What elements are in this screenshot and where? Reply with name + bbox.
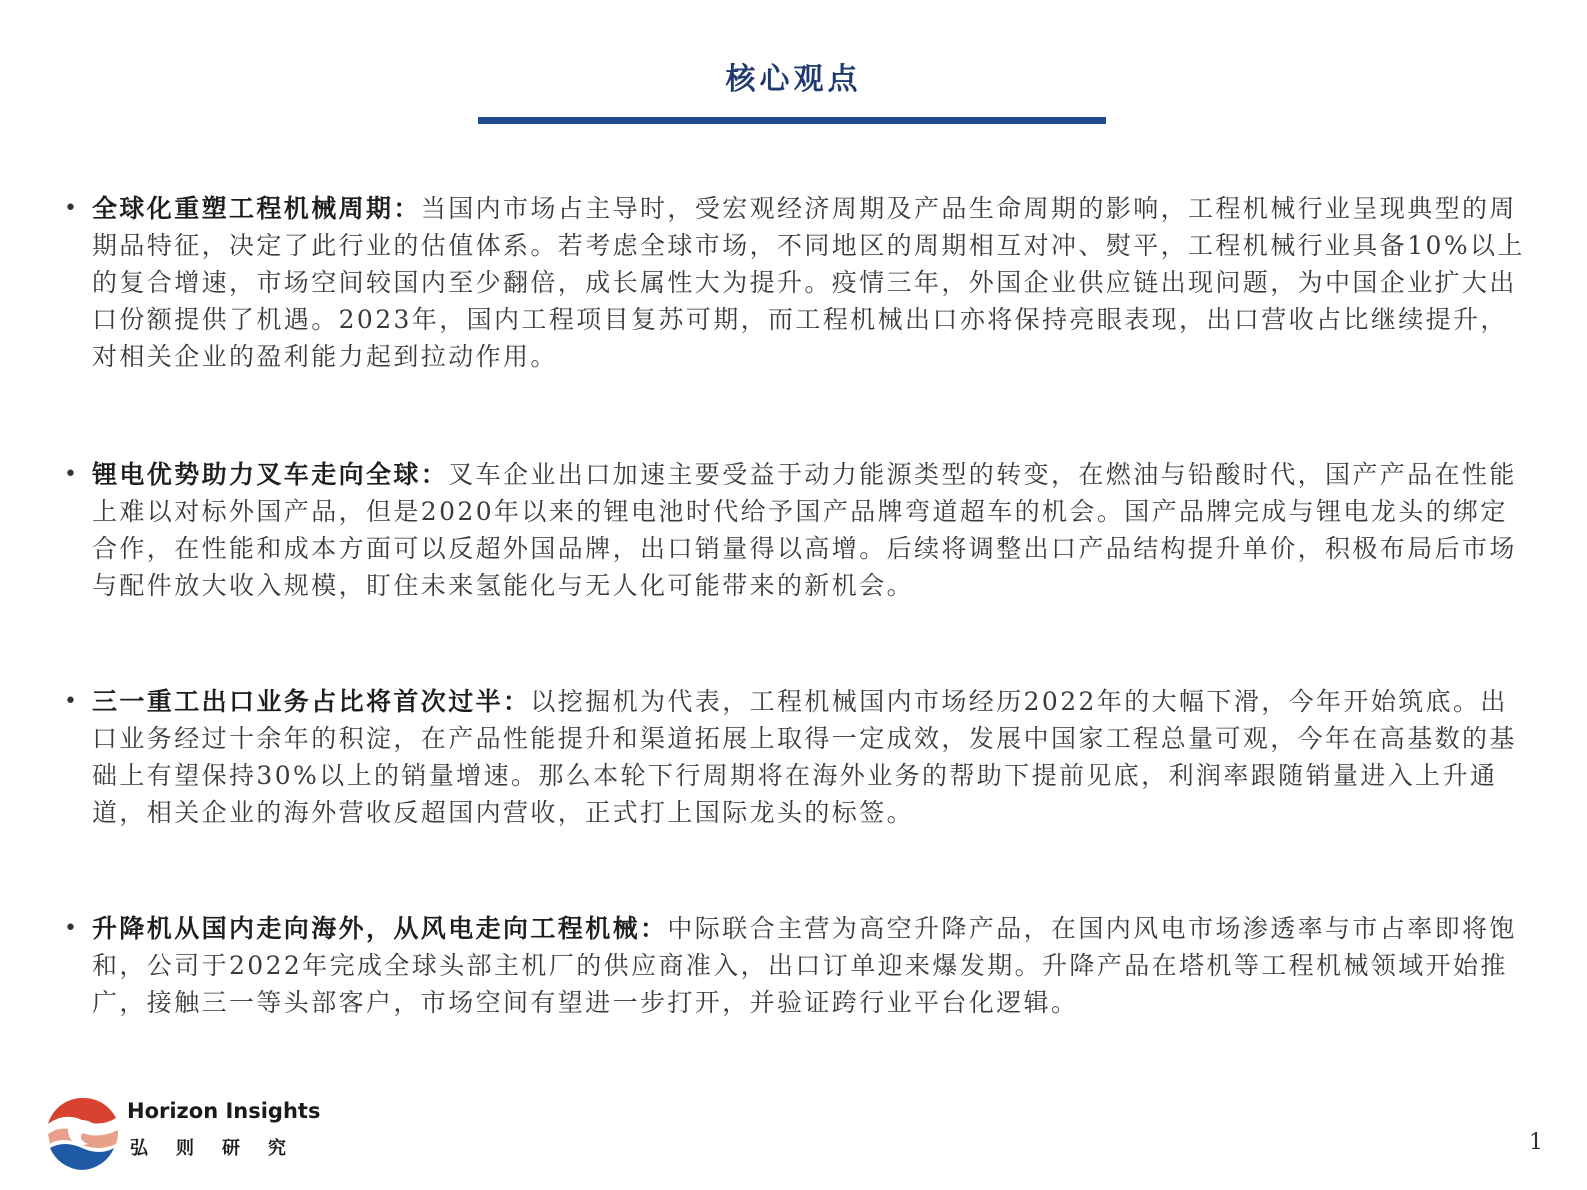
page-title: 核心观点 xyxy=(725,62,862,97)
bullet-marker: • xyxy=(64,916,80,941)
key-point-heading: 锂电优势助力叉车走向全球： xyxy=(92,460,449,489)
bullet-marker: • xyxy=(64,462,80,487)
bullet-marker: • xyxy=(64,689,80,714)
key-point-body: 当国内市场占主导时，受宏观经济周期及产品生命周期的影响，工程机械行业呈现典型的周期品特征，决定了此行业的估值体系。若考虑全球市场，不同地区的周期相互对冲、熨平，工程机械行业具备10%以上的复合增速，市场空间较国内至少翻倍，成长属性大为提升。疫情三年，外国企业供应链出现问题，为中国企业扩大出口份额提供了机遇。2023年，国内工程项目复苏可期，而工程机械出口亦将保持亮眼表现，出口营收占比继续提升，对相关企业的盈利能力起到拉动作用。 xyxy=(92,194,1525,371)
brand-name-en: Horizon Insights xyxy=(127,1099,321,1123)
key-point-4 xyxy=(62,910,1532,1021)
key-point-body: 中际联合主营为高空升降产品，在国内风电市场渗透率与市占率即将饱和，公司于2022年完成全球头部主机厂的供应商准入，出口订单迎来爆发期。升降产品在塔机等工程机械领域开始推广，接触三一等头部客户，市场空间有望进一步打开，并验证跨行业平台化逻辑。 xyxy=(92,914,1517,1017)
brand-name-cn: 弘则研究 xyxy=(130,1138,314,1159)
key-point-1 xyxy=(62,190,1532,375)
horizon-logo-icon xyxy=(42,1094,122,1174)
key-point-3 xyxy=(62,683,1532,831)
page-number: 1 xyxy=(1529,1130,1543,1155)
bullet-marker: • xyxy=(64,196,80,221)
key-point-2 xyxy=(62,456,1532,604)
key-point-body: 以挖掘机为代表，工程机械国内市场经历2022年的大幅下滑，今年开始筑底。出口业务经过十余年的积淀，在产品性能提升和渠道拓展上取得一定成效，发展中国家工程总量可观，今年在高基数的基础上有望保持30%以上的销量增速。那么本轮下行周期将在海外业务的帮助下提前见底，利润率跟随销量进入上升通道，相关企业的海外营收反超国内营收，正式打上国际龙头的标签。 xyxy=(92,687,1517,827)
title-underline xyxy=(478,117,1106,124)
key-point-heading: 升降机从国内走向海外，从风电走向工程机械： xyxy=(92,914,668,943)
key-point-heading: 三一重工出口业务占比将首次过半： xyxy=(92,687,531,716)
key-point-heading: 全球化重塑工程机械周期： xyxy=(92,194,421,223)
key-point-body: 叉车企业出口加速主要受益于动力能源类型的转变，在燃油与铅酸时代，国产产品在性能上难以对标外国产品，但是2020年以来的锂电池时代给予国产品牌弯道超车的机会。国产品牌完成与锂电龙头的绑定合作，在性能和成本方面可以反超外国品牌，出口销量得以高增。后续将调整出口产品结构提升单价，积极布局后市场与配件放大收入规模，盯住未来氢能化与无人化可能带来的新机会。 xyxy=(92,460,1517,600)
